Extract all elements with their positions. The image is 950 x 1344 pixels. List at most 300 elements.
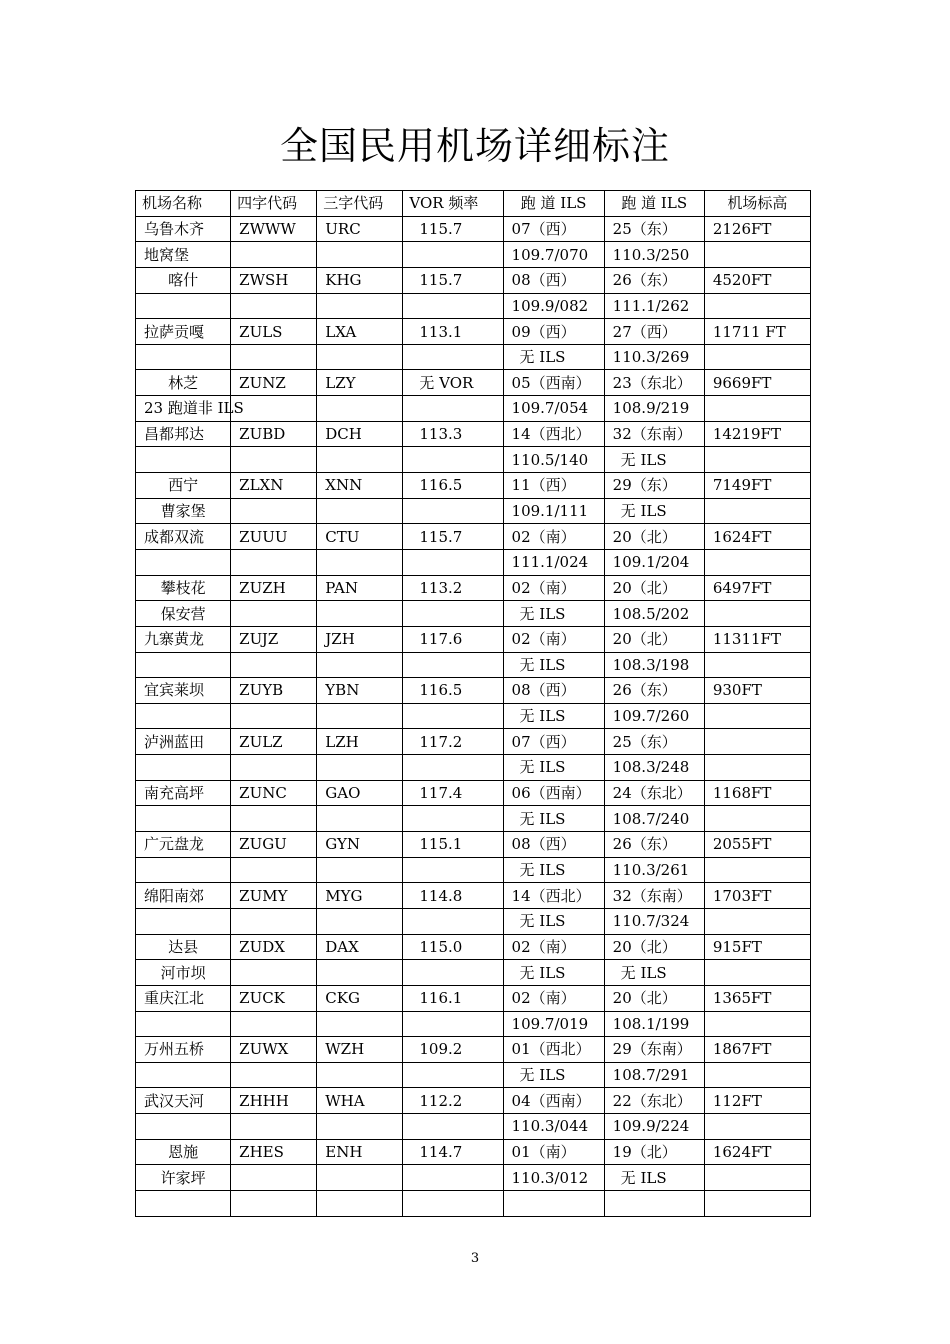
iata-code-cell: JZH — [317, 626, 403, 652]
table-row — [136, 1139, 811, 1165]
elevation-cell: 9669FT — [704, 370, 810, 396]
table-row — [136, 1088, 811, 1114]
table-row — [136, 626, 811, 652]
vor-frequency-cell: 117.2 — [403, 729, 503, 755]
runway-ils-a-cell: 14（西北） — [503, 883, 604, 909]
table-row — [136, 1011, 811, 1037]
table-row — [136, 1062, 811, 1088]
airport-name-cell — [136, 703, 231, 729]
iata-code-cell: LXA — [317, 319, 403, 345]
runway-ils-b-cell: 27（西） — [604, 319, 704, 345]
elevation-cell — [704, 755, 810, 781]
runway-ils-a-cell: 无 ILS — [503, 908, 604, 934]
icao-code-cell: ZWSH — [231, 267, 317, 293]
runway-ils-a-cell: 01（西北） — [503, 1037, 604, 1063]
vor-frequency-cell: 115.7 — [403, 524, 503, 550]
runway-ils-a-cell: 02（南） — [503, 626, 604, 652]
iata-code-cell: DCH — [317, 421, 403, 447]
runway-ils-a-cell: 07（西） — [503, 729, 604, 755]
icao-code-cell — [231, 601, 317, 627]
runway-ils-b-cell: 108.3/198 — [604, 652, 704, 678]
table-row — [136, 575, 811, 601]
icao-code-cell — [231, 806, 317, 832]
table-row — [136, 985, 811, 1011]
table-row — [136, 883, 811, 909]
icao-code-cell: ZWWW — [231, 216, 317, 242]
airport-name-cell — [136, 908, 231, 934]
runway-ils-b-cell: 20（北） — [604, 524, 704, 550]
runway-ils-b-cell: 108.9/219 — [604, 396, 704, 422]
runway-ils-b-cell: 25（东） — [604, 729, 704, 755]
table-row — [136, 1190, 811, 1216]
elevation-cell — [704, 652, 810, 678]
elevation-cell: 112FT — [704, 1088, 810, 1114]
runway-ils-a-cell: 08（西） — [503, 832, 604, 858]
iata-code-cell — [317, 601, 403, 627]
elevation-cell: 2126FT — [704, 216, 810, 242]
table-row — [136, 473, 811, 499]
airport-name-cell: 九寨黄龙 — [136, 626, 231, 652]
icao-code-cell — [231, 1165, 317, 1191]
airport-name-cell: 宜宾莱坝 — [136, 678, 231, 704]
elevation-cell — [704, 806, 810, 832]
vor-frequency-cell: 114.7 — [403, 1139, 503, 1165]
table-row — [136, 1037, 811, 1063]
elevation-cell — [704, 1165, 810, 1191]
icao-code-cell — [231, 498, 317, 524]
vor-frequency-cell — [403, 293, 503, 319]
iata-code-cell: PAN — [317, 575, 403, 601]
iata-code-cell — [317, 806, 403, 832]
iata-code-cell — [317, 703, 403, 729]
iata-code-cell — [317, 1114, 403, 1140]
icao-code-cell: ZUYB — [231, 678, 317, 704]
iata-code-cell — [317, 1011, 403, 1037]
airport-name-cell — [136, 652, 231, 678]
icao-code-cell: ZUDX — [231, 934, 317, 960]
vor-frequency-cell: 115.7 — [403, 267, 503, 293]
runway-ils-b-cell: 29（东南） — [604, 1037, 704, 1063]
table-row — [136, 370, 811, 396]
table-row — [136, 447, 811, 473]
elevation-cell — [704, 1062, 810, 1088]
table-row — [136, 780, 811, 806]
airport-name-cell: 攀枝花 — [136, 575, 231, 601]
header-iata-code: 三字代码 — [317, 191, 403, 217]
runway-ils-a-cell: 无 ILS — [503, 1062, 604, 1088]
runway-ils-b-cell: 109.1/204 — [604, 549, 704, 575]
table-body — [136, 216, 811, 1216]
airport-name-cell: 喀什 — [136, 267, 231, 293]
vor-frequency-cell — [403, 908, 503, 934]
runway-ils-b-cell: 无 ILS — [604, 498, 704, 524]
airport-name-cell — [136, 447, 231, 473]
table-row — [136, 242, 811, 268]
runway-ils-b-cell: 26（东） — [604, 267, 704, 293]
runway-ils-a-cell: 109.7/054 — [503, 396, 604, 422]
vor-frequency-cell — [403, 601, 503, 627]
elevation-cell — [704, 1190, 810, 1216]
iata-code-cell: LZY — [317, 370, 403, 396]
runway-ils-a-cell: 07（西） — [503, 216, 604, 242]
runway-ils-b-cell: 20（北） — [604, 575, 704, 601]
runway-ils-b-cell: 29（东） — [604, 473, 704, 499]
icao-code-cell: ZUCK — [231, 985, 317, 1011]
header-vor-frequency: VOR 频率 — [403, 191, 503, 217]
icao-code-cell: ZHES — [231, 1139, 317, 1165]
icao-code-cell: ZHHH — [231, 1088, 317, 1114]
icao-code-cell: ZUMY — [231, 883, 317, 909]
elevation-cell — [704, 242, 810, 268]
airport-name-cell: 广元盘龙 — [136, 832, 231, 858]
iata-code-cell — [317, 960, 403, 986]
iata-code-cell: URC — [317, 216, 403, 242]
iata-code-cell: GAO — [317, 780, 403, 806]
runway-ils-b-cell: 108.7/240 — [604, 806, 704, 832]
runway-ils-a-cell: 109.9/082 — [503, 293, 604, 319]
runway-ils-b-cell: 20（北） — [604, 985, 704, 1011]
runway-ils-b-cell: 110.3/250 — [604, 242, 704, 268]
page-number: 3 — [470, 1251, 480, 1266]
iata-code-cell: CTU — [317, 524, 403, 550]
runway-ils-a-cell: 109.1/111 — [503, 498, 604, 524]
runway-ils-b-cell: 32（东南） — [604, 883, 704, 909]
table-row — [136, 396, 811, 422]
iata-code-cell: ENH — [317, 1139, 403, 1165]
runway-ils-a-cell: 109.7/070 — [503, 242, 604, 268]
runway-ils-a-cell: 无 ILS — [503, 344, 604, 370]
iata-code-cell — [317, 498, 403, 524]
vor-frequency-cell — [403, 1190, 503, 1216]
table-row — [136, 549, 811, 575]
runway-ils-b-cell: 无 ILS — [604, 1165, 704, 1191]
icao-code-cell — [231, 960, 317, 986]
airport-name-cell — [136, 806, 231, 832]
airport-name-cell: 武汉天河 — [136, 1088, 231, 1114]
elevation-cell: 14219FT — [704, 421, 810, 447]
vor-frequency-cell: 112.2 — [403, 1088, 503, 1114]
icao-code-cell — [231, 242, 317, 268]
runway-ils-b-cell: 无 ILS — [604, 960, 704, 986]
table-row — [136, 934, 811, 960]
iata-code-cell: DAX — [317, 934, 403, 960]
icao-code-cell: ZUWX — [231, 1037, 317, 1063]
table-row — [136, 344, 811, 370]
table-row — [136, 1165, 811, 1191]
elevation-cell: 7149FT — [704, 473, 810, 499]
table-row — [136, 678, 811, 704]
runway-ils-a-cell: 09（西） — [503, 319, 604, 345]
runway-ils-a-cell: 无 ILS — [503, 703, 604, 729]
table-row — [136, 806, 811, 832]
header-runway-ils-b: 跑 道 ILS — [604, 191, 704, 217]
airport-name-cell — [136, 857, 231, 883]
icao-code-cell: ZUGU — [231, 832, 317, 858]
vor-frequency-cell — [403, 857, 503, 883]
airport-name-cell: 拉萨贡嘎 — [136, 319, 231, 345]
vor-frequency-cell: 117.4 — [403, 780, 503, 806]
iata-code-cell — [317, 1062, 403, 1088]
iata-code-cell — [317, 1190, 403, 1216]
iata-code-cell: GYN — [317, 832, 403, 858]
table-row — [136, 216, 811, 242]
airport-name-cell: 林芝 — [136, 370, 231, 396]
runway-ils-a-cell: 无 ILS — [503, 857, 604, 883]
iata-code-cell — [317, 344, 403, 370]
table-row — [136, 729, 811, 755]
icao-code-cell: ZUJZ — [231, 626, 317, 652]
table-row — [136, 960, 811, 986]
icao-code-cell — [231, 1114, 317, 1140]
elevation-cell — [704, 396, 810, 422]
runway-ils-a-cell: 110.3/012 — [503, 1165, 604, 1191]
airport-name-cell — [136, 755, 231, 781]
airport-name-cell: 许家坪 — [136, 1165, 231, 1191]
runway-ils-a-cell: 14（西北） — [503, 421, 604, 447]
vor-frequency-cell: 113.3 — [403, 421, 503, 447]
runway-ils-a-cell: 08（西） — [503, 678, 604, 704]
airport-name-cell: 达县 — [136, 934, 231, 960]
runway-ils-b-cell: 110.3/269 — [604, 344, 704, 370]
elevation-cell: 6497FT — [704, 575, 810, 601]
icao-code-cell: ZUNC — [231, 780, 317, 806]
runway-ils-a-cell: 06（西南） — [503, 780, 604, 806]
elevation-cell: 1703FT — [704, 883, 810, 909]
iata-code-cell: XNN — [317, 473, 403, 499]
elevation-cell — [704, 293, 810, 319]
icao-code-cell — [231, 755, 317, 781]
airport-name-cell: 曹家堡 — [136, 498, 231, 524]
runway-ils-a-cell — [503, 1190, 604, 1216]
runway-ils-a-cell: 无 ILS — [503, 601, 604, 627]
runway-ils-b-cell: 无 ILS — [604, 447, 704, 473]
iata-code-cell — [317, 549, 403, 575]
airport-name-cell: 重庆江北 — [136, 985, 231, 1011]
runway-ils-a-cell: 05（西南） — [503, 370, 604, 396]
runway-ils-a-cell: 04（西南） — [503, 1088, 604, 1114]
elevation-cell — [704, 960, 810, 986]
table-row — [136, 601, 811, 627]
icao-code-cell: ZUUU — [231, 524, 317, 550]
vor-frequency-cell: 113.2 — [403, 575, 503, 601]
airport-name-cell — [136, 344, 231, 370]
vor-frequency-cell — [403, 1114, 503, 1140]
runway-ils-b-cell: 24（东北） — [604, 780, 704, 806]
runway-ils-b-cell: 26（东） — [604, 832, 704, 858]
vor-frequency-cell — [403, 549, 503, 575]
header-elevation: 机场标高 — [704, 191, 810, 217]
elevation-cell — [704, 908, 810, 934]
runway-ils-b-cell — [604, 1190, 704, 1216]
runway-ils-a-cell: 无 ILS — [503, 755, 604, 781]
vor-frequency-cell: 117.6 — [403, 626, 503, 652]
vor-frequency-cell — [403, 1011, 503, 1037]
iata-code-cell: YBN — [317, 678, 403, 704]
elevation-cell: 1867FT — [704, 1037, 810, 1063]
airport-name-cell: 绵阳南郊 — [136, 883, 231, 909]
runway-ils-a-cell: 02（南） — [503, 575, 604, 601]
elevation-cell — [704, 498, 810, 524]
runway-ils-a-cell: 02（南） — [503, 934, 604, 960]
runway-ils-a-cell: 08（西） — [503, 267, 604, 293]
airport-name-cell — [136, 1062, 231, 1088]
vor-frequency-cell: 114.8 — [403, 883, 503, 909]
iata-code-cell: MYG — [317, 883, 403, 909]
icao-code-cell: ZUBD — [231, 421, 317, 447]
header-runway-ils-a: 跑 道 ILS — [503, 191, 604, 217]
airport-table — [135, 190, 811, 1217]
elevation-cell: 11711 FT — [704, 319, 810, 345]
vor-frequency-cell: 109.2 — [403, 1037, 503, 1063]
vor-frequency-cell — [403, 703, 503, 729]
elevation-cell: 1168FT — [704, 780, 810, 806]
airport-name-cell: 泸洲蓝田 — [136, 729, 231, 755]
vor-frequency-cell — [403, 806, 503, 832]
elevation-cell: 2055FT — [704, 832, 810, 858]
icao-code-cell — [231, 857, 317, 883]
runway-ils-b-cell: 23（东北） — [604, 370, 704, 396]
icao-code-cell — [231, 447, 317, 473]
elevation-cell — [704, 729, 810, 755]
runway-ils-b-cell: 109.9/224 — [604, 1114, 704, 1140]
vor-frequency-cell — [403, 344, 503, 370]
elevation-cell — [704, 549, 810, 575]
table-row — [136, 857, 811, 883]
iata-code-cell — [317, 652, 403, 678]
icao-code-cell — [231, 652, 317, 678]
vor-frequency-cell: 116.5 — [403, 678, 503, 704]
icao-code-cell — [231, 549, 317, 575]
iata-code-cell: CKG — [317, 985, 403, 1011]
vor-frequency-cell: 113.1 — [403, 319, 503, 345]
table-row — [136, 421, 811, 447]
airport-name-cell — [136, 549, 231, 575]
icao-code-cell: ZULZ — [231, 729, 317, 755]
iata-code-cell — [317, 447, 403, 473]
runway-ils-a-cell: 无 ILS — [503, 806, 604, 832]
elevation-cell — [704, 703, 810, 729]
icao-code-cell — [231, 1190, 317, 1216]
runway-ils-b-cell: 111.1/262 — [604, 293, 704, 319]
runway-ils-b-cell: 26（东） — [604, 678, 704, 704]
table-row — [136, 703, 811, 729]
table-row — [136, 498, 811, 524]
table-row — [136, 652, 811, 678]
runway-ils-b-cell: 32（东南） — [604, 421, 704, 447]
runway-ils-b-cell: 109.7/260 — [604, 703, 704, 729]
table-row — [136, 908, 811, 934]
table-row — [136, 524, 811, 550]
elevation-cell: 11311FT — [704, 626, 810, 652]
vor-frequency-cell — [403, 652, 503, 678]
elevation-cell — [704, 857, 810, 883]
vor-frequency-cell — [403, 242, 503, 268]
runway-ils-a-cell: 02（南） — [503, 524, 604, 550]
table-row — [136, 267, 811, 293]
icao-code-cell: ZULS — [231, 319, 317, 345]
iata-code-cell — [317, 908, 403, 934]
elevation-cell — [704, 344, 810, 370]
vor-frequency-cell — [403, 396, 503, 422]
icao-code-cell — [231, 1062, 317, 1088]
table-row — [136, 1114, 811, 1140]
header-icao-code: 四字代码 — [231, 191, 317, 217]
elevation-cell: 1624FT — [704, 1139, 810, 1165]
airport-name-cell — [136, 1011, 231, 1037]
iata-code-cell — [317, 396, 403, 422]
airport-name-cell — [136, 1190, 231, 1216]
table-row — [136, 293, 811, 319]
iata-code-cell — [317, 755, 403, 781]
airport-name-cell: 河市坝 — [136, 960, 231, 986]
iata-code-cell: WHA — [317, 1088, 403, 1114]
elevation-cell: 1365FT — [704, 985, 810, 1011]
runway-ils-b-cell: 22（东北） — [604, 1088, 704, 1114]
table-row — [136, 832, 811, 858]
vor-frequency-cell — [403, 498, 503, 524]
runway-ils-a-cell: 109.7/019 — [503, 1011, 604, 1037]
airport-name-cell — [136, 293, 231, 319]
vor-frequency-cell: 115.0 — [403, 934, 503, 960]
runway-ils-a-cell: 110.5/140 — [503, 447, 604, 473]
runway-ils-a-cell: 无 ILS — [503, 960, 604, 986]
icao-code-cell — [231, 703, 317, 729]
elevation-cell: 915FT — [704, 934, 810, 960]
runway-ils-a-cell: 111.1/024 — [503, 549, 604, 575]
table-row — [136, 319, 811, 345]
vor-frequency-cell: 115.7 — [403, 216, 503, 242]
runway-ils-a-cell: 110.3/044 — [503, 1114, 604, 1140]
airport-name-cell: 昌都邦达 — [136, 421, 231, 447]
vor-frequency-cell — [403, 1062, 503, 1088]
runway-ils-b-cell: 20（北） — [604, 934, 704, 960]
vor-frequency-cell: 116.5 — [403, 473, 503, 499]
airport-name-cell — [136, 1114, 231, 1140]
iata-code-cell — [317, 242, 403, 268]
runway-ils-a-cell: 无 ILS — [503, 652, 604, 678]
runway-ils-b-cell: 108.1/199 — [604, 1011, 704, 1037]
icao-code-cell: ZUZH — [231, 575, 317, 601]
elevation-cell: 930FT — [704, 678, 810, 704]
icao-code-cell: ZUNZ — [231, 370, 317, 396]
runway-ils-b-cell: 25（东） — [604, 216, 704, 242]
vor-frequency-cell: 115.1 — [403, 832, 503, 858]
airport-name-cell: 23 跑道非 ILS — [136, 396, 231, 422]
airport-name-cell: 南充高坪 — [136, 780, 231, 806]
iata-code-cell: KHG — [317, 267, 403, 293]
iata-code-cell — [317, 293, 403, 319]
table-row — [136, 755, 811, 781]
icao-code-cell — [231, 1011, 317, 1037]
table-header-row — [136, 191, 811, 217]
runway-ils-b-cell: 108.5/202 — [604, 601, 704, 627]
runway-ils-b-cell: 110.7/324 — [604, 908, 704, 934]
runway-ils-a-cell: 11（西） — [503, 473, 604, 499]
vor-frequency-cell — [403, 447, 503, 473]
airport-name-cell: 万州五桥 — [136, 1037, 231, 1063]
icao-code-cell — [231, 293, 317, 319]
icao-code-cell: ZLXN — [231, 473, 317, 499]
iata-code-cell — [317, 1165, 403, 1191]
elevation-cell — [704, 601, 810, 627]
vor-frequency-cell — [403, 960, 503, 986]
page-title: 全国民用机场详细标注 — [279, 124, 670, 168]
elevation-cell — [704, 447, 810, 473]
runway-ils-b-cell: 19（北） — [604, 1139, 704, 1165]
runway-ils-b-cell: 108.3/248 — [604, 755, 704, 781]
airport-name-cell: 地窝堡 — [136, 242, 231, 268]
airport-name-cell: 成都双流 — [136, 524, 231, 550]
